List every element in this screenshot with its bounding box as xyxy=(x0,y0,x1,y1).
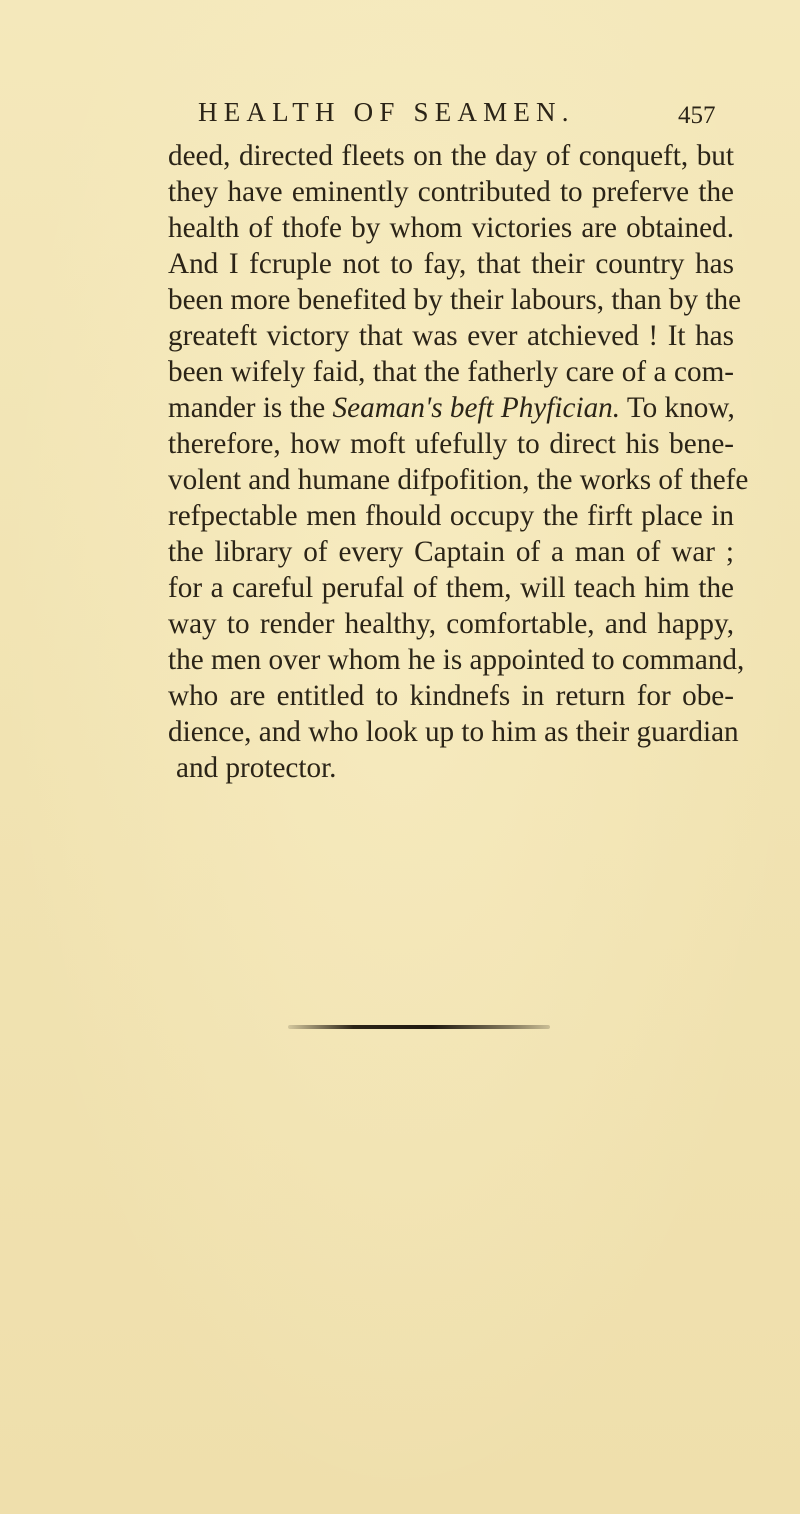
running-title: HEALTH OF SEAMEN. xyxy=(198,97,575,127)
text-segment: mander is the xyxy=(168,392,326,424)
text-line: way to render healthy, comfortable, and happy, xyxy=(168,608,734,640)
text-line: therefore, how moft ufefully to direct his bene- xyxy=(168,428,734,460)
end-rule-bar xyxy=(288,1025,550,1029)
text-line: greateft victory that was ever atchieved ! It has xyxy=(168,320,734,352)
text-line-with-italic xyxy=(168,390,734,426)
text-line: health of thofe by whom victories are obtained. xyxy=(168,212,734,244)
italic-title: Seaman's beft Phyfician. xyxy=(332,392,621,424)
page-number: 457 xyxy=(678,102,716,129)
text-line: for a careful perufal of them, will teach him the xyxy=(168,572,734,604)
text-line: And I fcruple not to fay, that their country has xyxy=(168,248,734,280)
text-line: volent and humane difpofition, the works of thefe xyxy=(168,464,749,496)
text-line: deed, directed fleets on the day of conqueft, but xyxy=(168,140,734,172)
text-line: they have eminently contributed to preferve the xyxy=(168,176,734,208)
running-head xyxy=(0,92,800,132)
end-rule xyxy=(288,1025,550,1030)
text-line: been more benefited by their labours, than by the xyxy=(168,284,742,316)
text-line: and protector. xyxy=(176,752,337,784)
text-line: been wifely faid, that the fatherly care of a com- xyxy=(168,356,734,388)
text-line: the men over whom he is appointed to command, xyxy=(168,644,745,676)
text-line: dience, and who look up to him as their guardian xyxy=(168,716,739,748)
text-line: refpectable men fhould occupy the firft place in xyxy=(168,500,734,532)
text-line: the library of every Captain of a man of war ; xyxy=(168,536,734,568)
text-line: who are entitled to kindnefs in return for obe- xyxy=(168,680,734,712)
text-segment: To know, xyxy=(626,392,735,424)
